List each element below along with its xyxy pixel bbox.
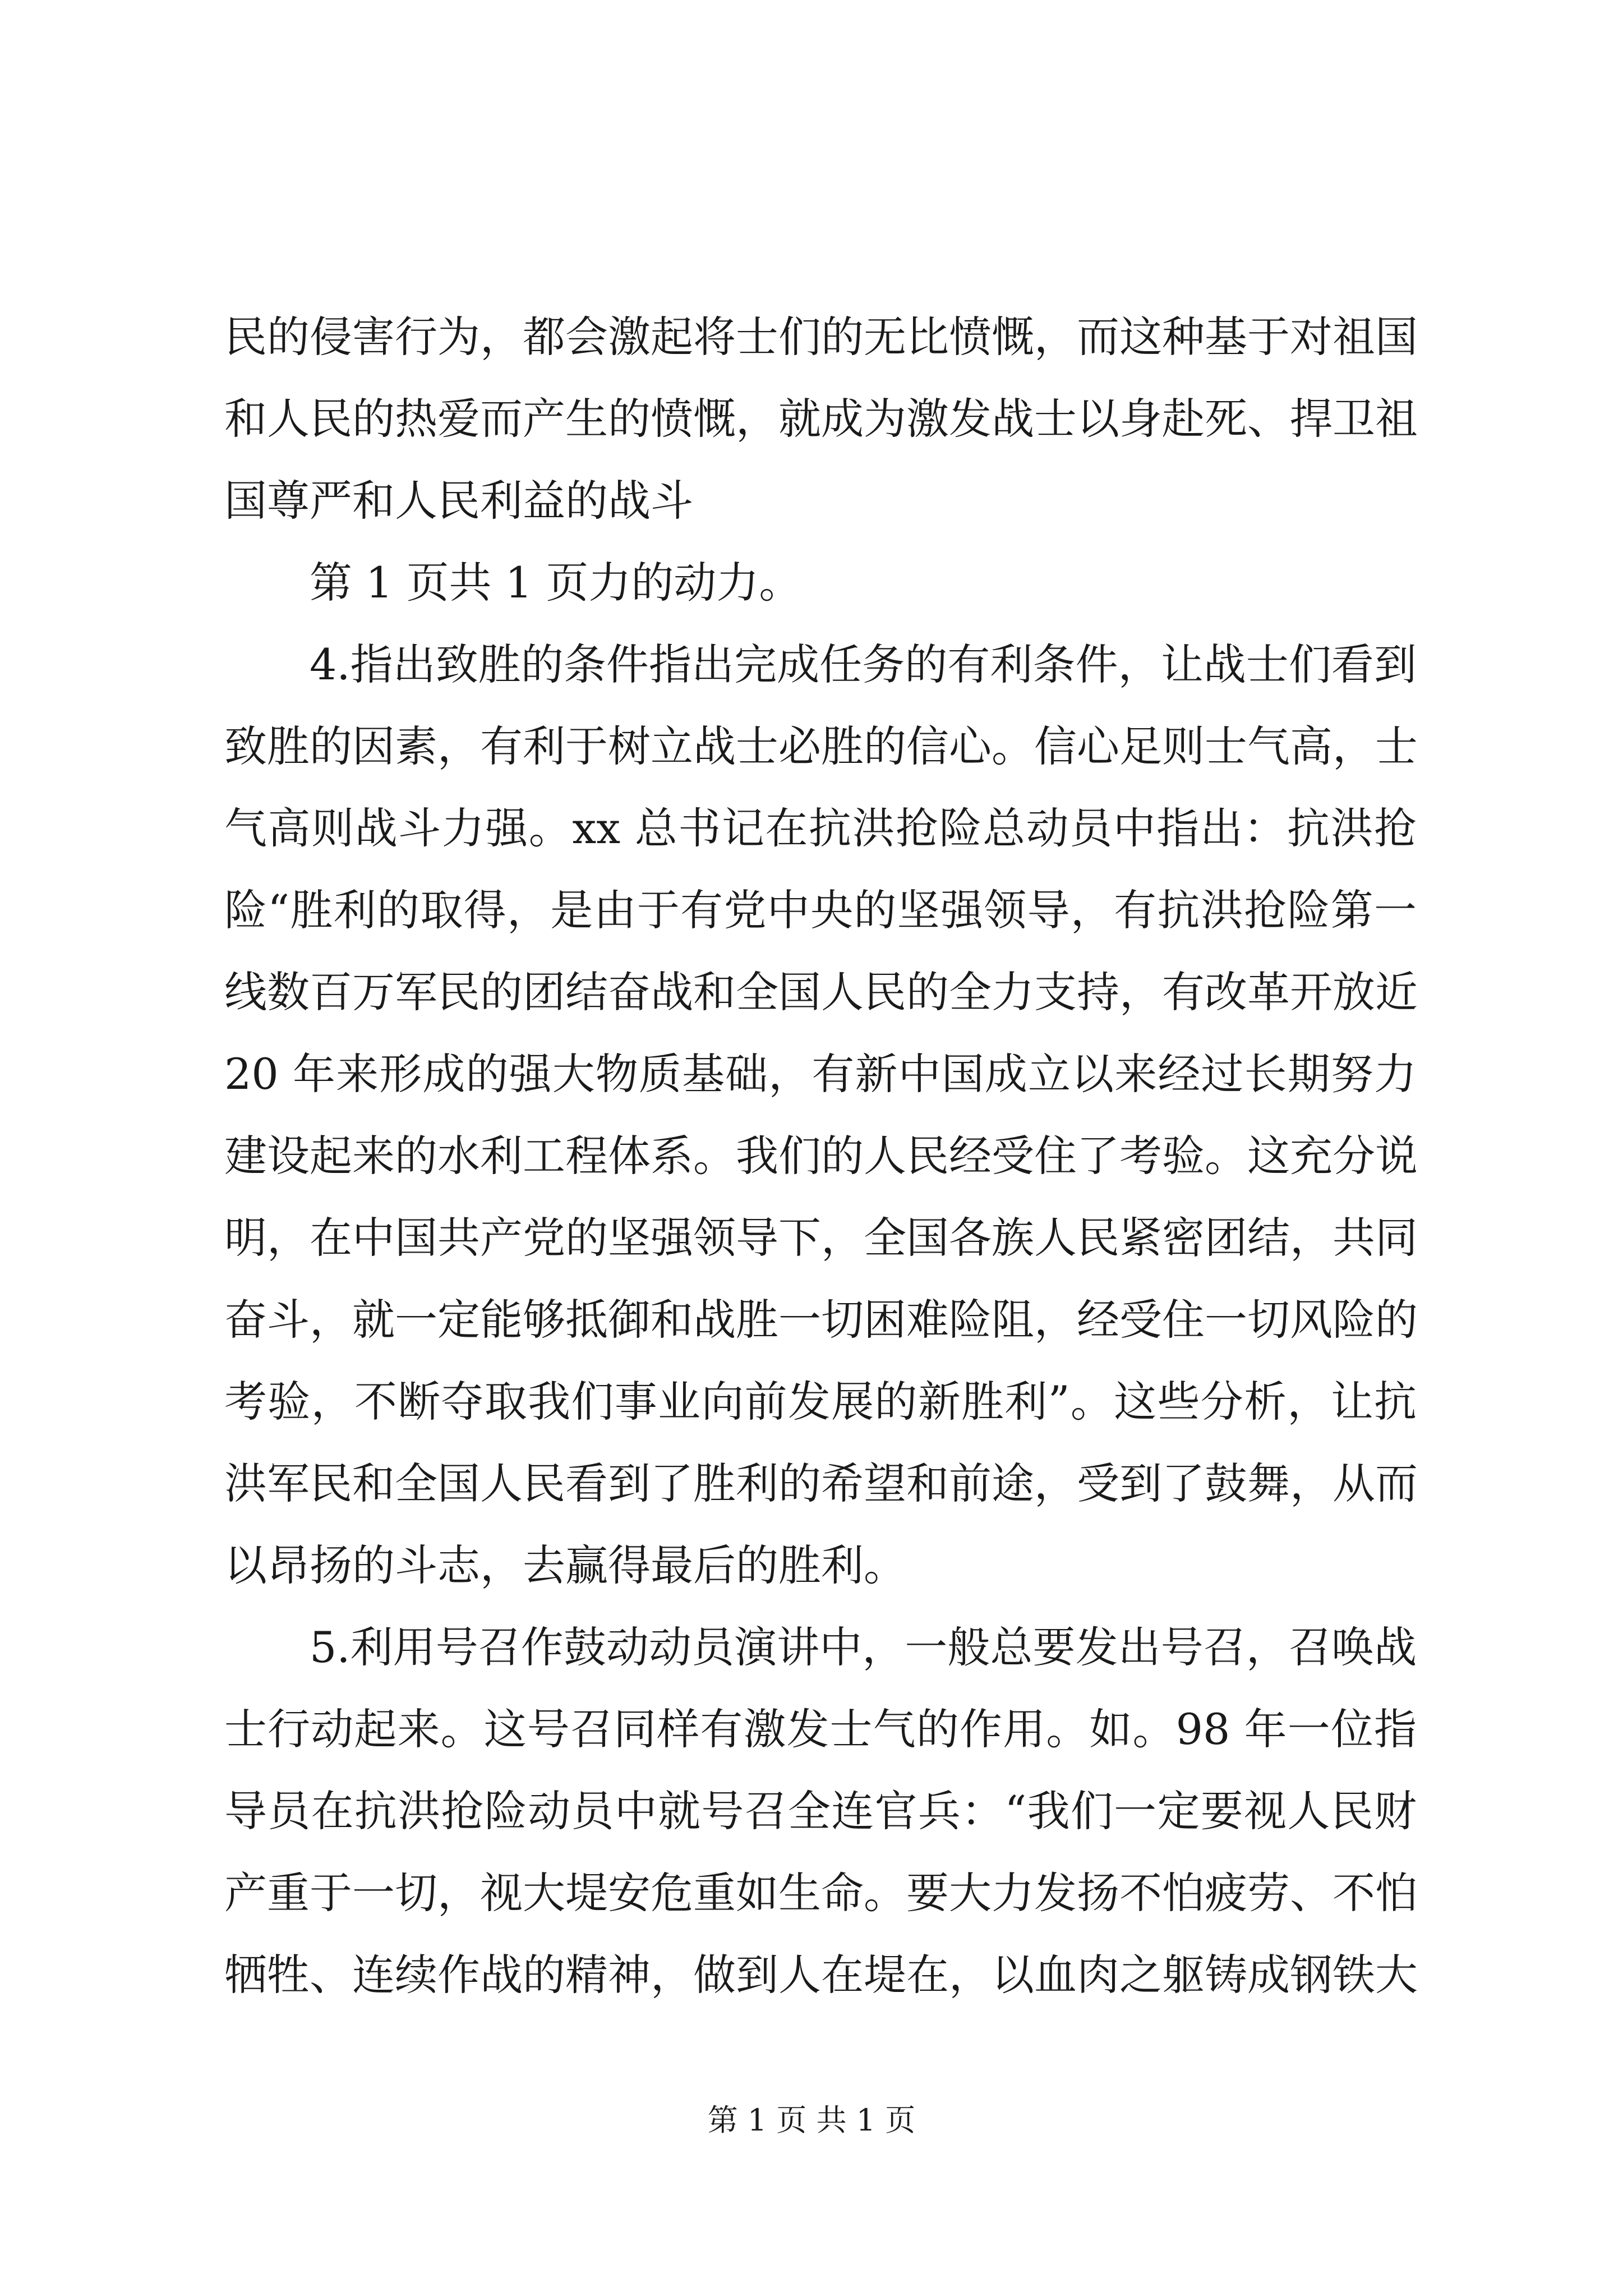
text-line: 5.利用号召作鼓动动员演讲中，一般总要发出号召，召唤战 — [310, 1622, 1417, 1672]
document-body — [224, 296, 1417, 2016]
text-line: 致胜的因素，有利于树立战士必胜的信心。信心足则士气高，士 — [224, 721, 1418, 771]
text-line: 考验，不断夺取我们事业向前发展的新胜利”。这些分析，让抗 — [224, 1377, 1417, 1427]
text-line: 士行动起来。这号召同样有激发士气的作用。如。98 年一位指 — [224, 1704, 1417, 1754]
paragraph-point-5 — [224, 1607, 1417, 2016]
text-line: 4.指出致胜的条件指出完成任务的有利条件，让战士们看到 — [310, 639, 1417, 689]
text-line: 洪军民和全国人民看到了胜利的希望和前途，受到了鼓舞，从而 — [224, 1458, 1418, 1508]
paragraph-point-4 — [224, 624, 1417, 1607]
paragraph-continuation — [224, 296, 1417, 542]
text-line: 第 1 页共 1 页力的动力。 — [310, 558, 802, 608]
text-line: 产重于一切，视大堤安危重如生命。要大力发扬不怕疲劳、不怕 — [224, 1868, 1418, 1918]
text-line: 导员在抗洪抢险动员中就号召全连官兵：“我们一定要视人民财 — [224, 1786, 1417, 1836]
text-line: 国尊严和人民利益的战斗 — [224, 476, 693, 526]
paragraph-page-note — [224, 542, 1417, 624]
text-line: 20 年来形成的强大物质基础，有新中国成立以来经过长期努力 — [224, 1049, 1417, 1099]
text-line: 线数百万军民的团结奋战和全国人民的全力支持，有改革开放近 — [224, 967, 1418, 1017]
text-line: 和人民的热爱而产生的愤慨，就成为激发战士以身赴死、捍卫祖 — [224, 394, 1418, 444]
text-line: 气高则战斗力强。xx 总书记在抗洪抢险总动员中指出：抗洪抢 — [224, 803, 1417, 853]
text-line: 牺牲、连续作战的精神，做到人在堤在，以血肉之躯铸成钢铁大 — [224, 1950, 1418, 2000]
text-line: 建设起来的水利工程体系。我们的人民经受住了考验。这充分说 — [224, 1131, 1418, 1181]
text-line: 民的侵害行为，都会激起将士们的无比愤慨，而这种基于对祖国 — [224, 312, 1418, 362]
text-line: 险“胜利的取得，是由于有党中央的坚强领导，有抗洪抢险第一 — [224, 885, 1417, 935]
text-line: 奋斗，就一定能够抵御和战胜一切困难险阻，经受住一切风险的 — [224, 1295, 1418, 1345]
text-line: 明，在中国共产党的坚强领导下，全国各族人民紧密团结，共同 — [224, 1213, 1418, 1263]
page-footer: 第 1 页 共 1 页 — [707, 2102, 916, 2138]
text-line: 以昂扬的斗志，去赢得最后的胜利。 — [224, 1540, 906, 1590]
